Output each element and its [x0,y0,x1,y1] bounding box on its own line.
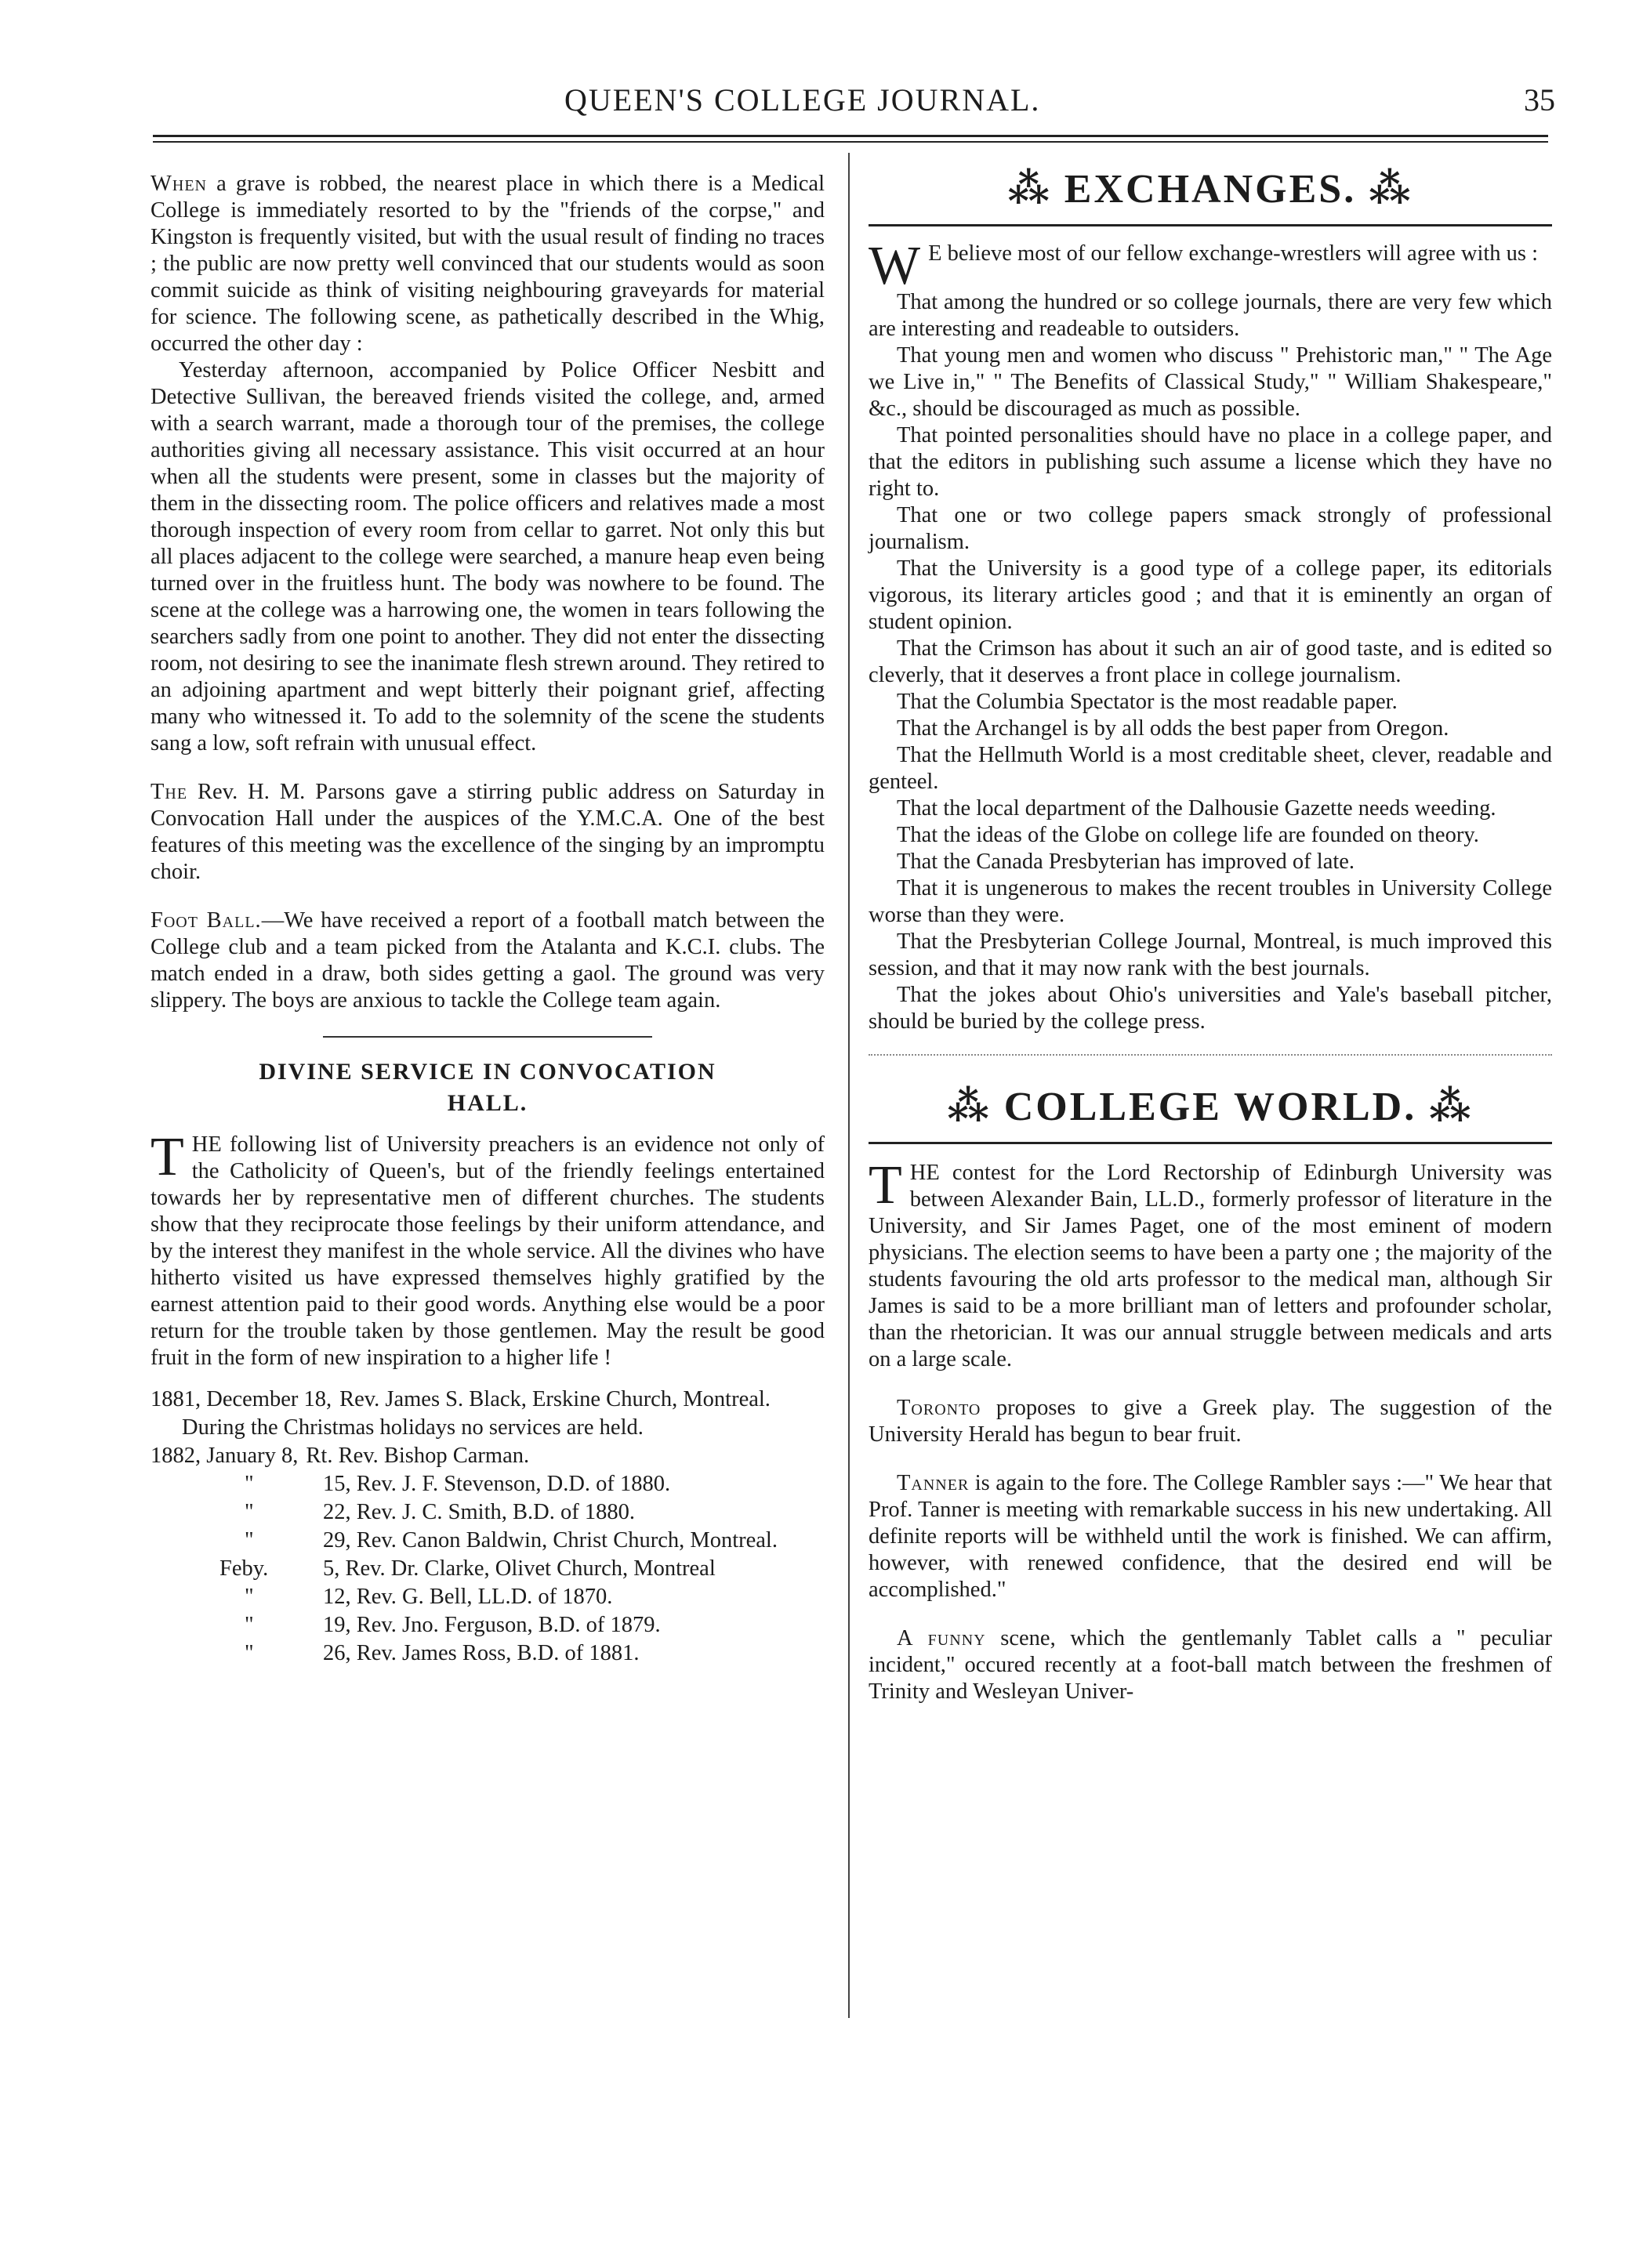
schedule-row: " 26, Rev. James Ross, B.D. of 1881. [245,1641,640,1665]
list-item: That the Presbyterian College Journal, Montreal, is much improved this session, and that it may now rank with the best journals. [869,929,1552,980]
schedule-row: Feby. 5, Rev. Dr. Clarke, Olivet Church, Montreal [219,1556,716,1581]
paragraph-tanner: Tanner is again to the fore. The College Rambler says :—" We hear that Prof. Tanner is meeting with remarkable success in his new undertaking. All definite reports will be withheld until the work is finished. We can affirm, however, with renewed confidence, that the desired end will be accomplished." [869,1471,1552,1602]
schedule-row: " 19, Rev. Jno. Ferguson, B.D. of 1879. [245,1613,661,1637]
list-item: That the Archangel is by all odds the best paper from Oregon. [897,716,1449,741]
paragraph-parsons: The Rev. H. M. Parsons gave a stirring public address on Saturday in Convocation Hall under the auspices of the Y.M.C.A. One of the best features of this meeting was the excellence of the singing by an impromptu choir. [151,780,825,884]
paragraph-grave: When a grave is robbed, the nearest place in which there is a Medical College is immediately resorted to by the "friends of the corpse," and Kingston is frequently visited, but with the usual result of finding no traces ; the public are now pretty well convinced that our students would as soon commit suicide as think of visiting neighbouring graveyards for material for science. The following scene, as pathetically described in the Whig, occurred the other day : [151,172,825,356]
ornament-icon: ⁂ [1007,167,1052,212]
paragraph-rectorship: THE contest for the Lord Rectorship of Edinburgh University was between Alexander Bain, LL.D., formerly professor of literature in the University, and Sir James Paget, one of the most eminent of modern physicians. The election seems to have been a party one ; the majority of the students favouring the old arts professor to the medical man, although Sir James is said to be a more brilliant man of letters and profounder scholar, than the rhetorician. It was our annual struggle between medicals and arts on a large scale. [869,1155,1552,1371]
paragraph-football-match: A funny scene, which the gentlemanly Tablet calls a " peculiar incident," occured recently at a foot-ball match between the freshmen of Trinity and Wesleyan Univer- [869,1626,1553,1704]
section-divider [323,1036,652,1038]
header-rule-top [153,135,1548,137]
list-item: That the University is a good type of a college paper, its editorials vigorous, its literary articles good ; and that it is eminently an organ of student opinion. [869,556,1552,634]
list-item: That the Hellmuth World is a most creditable sheet, clever, readable and genteel. [869,743,1552,794]
left-column [151,171,825,1668]
list-item: That pointed personalities should have no place in a college paper, and that the editors in publishing such assume a license which they have no right to. [869,423,1552,501]
list-item: That among the hundred or so college journals, there are very few which are interesting and readeable to outsiders. [869,290,1552,341]
page-title: QUEEN'S COLLEGE JOURNAL. [564,82,1041,118]
list-item: That the ideas of the Globe on college life are founded on theory. [897,823,1479,847]
section-divider [869,1054,1552,1056]
list-item: That the jokes about Ohio's universities and Yale's baseball pitcher, should be buried by the college press. [869,983,1552,1034]
list-item: That the Crimson has about it such an air of good taste, and is edited so cleverly, that it deserves a front place in college journalism. [869,636,1552,687]
exchanges-heading: ⁂ EXCHANGES. ⁂ [1007,167,1413,212]
paragraph-whig-quote: Yesterday afternoon, accompanied by Police Officer Nesbitt and Detective Sullivan, the bereaved friends visited the college, and, armed with a search warrant, made a thorough tour of the premises, the college authorities giving all necessary assistance. This visit occurred at an hour when all the students were present, some in classes but the majority of them in the dissecting room. The police officers and relatives made a most thorough inspection of every room from cellar to garret. Not only this but all places adjacent to the college were searched, a manure heap even being turned over in the fruitless hunt. The body was nowhere to be found. The scene at the college was a harrowing one, the women in tears following the searchers sadly from one point to another. They did not enter the dissecting room, not desiring to see the inanimate flesh strewn around. They retired to an adjoining apartment and wept bitterly their poignant grief, affecting many who witnessed it. To add to the solemnity of the scene the students sang a low, soft refrain with unusual effect. [151,358,825,755]
exchanges-list [869,289,1552,1035]
schedule-row: 1881, December 18, Rev. James S. Black, Erskine Church, Montreal. [151,1387,771,1411]
schedule-row: " 15, Rev. J. F. Stevenson, D.D. of 1880. [245,1472,671,1496]
preacher-schedule [151,1386,825,1668]
schedule-row: During the Christmas holidays no services are held. [182,1415,644,1440]
list-item: That the local department of the Dalhousie Gazette needs weeding. [897,796,1496,821]
schedule-row: " 22, Rev. J. C. Smith, B.D. of 1880. [245,1500,635,1524]
ornament-icon: ⁂ [1369,167,1413,212]
list-item: That the Canada Presbyterian has improved of late. [897,850,1355,874]
exchanges-rule [869,224,1552,226]
ornament-icon: ⁂ [1429,1085,1474,1129]
college-world-rule [869,1142,1552,1144]
paragraph-greek-play: Toronto proposes to give a Greek play. The suggestion of the University Herald has begun to bear fruit. [869,1396,1552,1447]
list-item: That young men and women who discuss " Prehistoric man," " The Age we Live in," " The Benefits of Classical Study," " William Shakespeare," &c., should be discouraged as much as possible. [869,343,1552,421]
right-column [869,166,1552,1705]
college-world-heading: ⁂ COLLEGE WORLD. ⁂ [947,1085,1474,1129]
paragraph-preachers: THE following list of University preachers is an evidence not only of the Catholicity of Queen's, but of the friendly feelings entertained towards her by representative men of different churches. The students show that they reciprocate those feelings by their uniform attendance, and by the interest they manifest in the whole service. All the divines who have hitherto visited us have expressed themselves highly gratified by the earnest attention paid to their good words. Anything else would be a poor return for the trouble taken by those gentlemen. May the result be good fruit in the form of new inspiration to a higher life ! [151,1127,825,1370]
divine-service-title: DIVINE SERVICE IN CONVOCATION [259,1059,716,1085]
exchanges-intro: W E believe most of our fellow exchange-wrestlers will agree with us : [869,236,1539,296]
page-number: 35 [1524,82,1555,118]
header-rule-bottom [153,141,1548,143]
schedule-row: " 29, Rev. Canon Baldwin, Christ Church, Montreal. [245,1528,778,1552]
schedule-row: 1882, January 8, Rt. Rev. Bishop Carman. [151,1444,530,1468]
list-item: That the Columbia Spectator is the most readable paper. [897,690,1398,714]
paragraph-football: Foot Ball.—We have received a report of a football match between the College club and a team picked from the Atalanta and K.C.I. clubs. The match ended in a draw, both sides getting a gaol. The ground was very slippery. The boys are anxious to tackle the College team again. [151,908,825,1013]
list-item: That one or two college papers smack strongly of professional journalism. [869,503,1552,554]
column-divider [848,153,850,2018]
divine-service-title-line2: HALL. [447,1090,528,1116]
list-item: That it is ungenerous to makes the recent troubles in University College worse than they were. [869,876,1552,927]
schedule-row: " 12, Rev. G. Bell, LL.D. of 1870. [245,1585,613,1609]
ornament-icon: ⁂ [947,1085,992,1129]
